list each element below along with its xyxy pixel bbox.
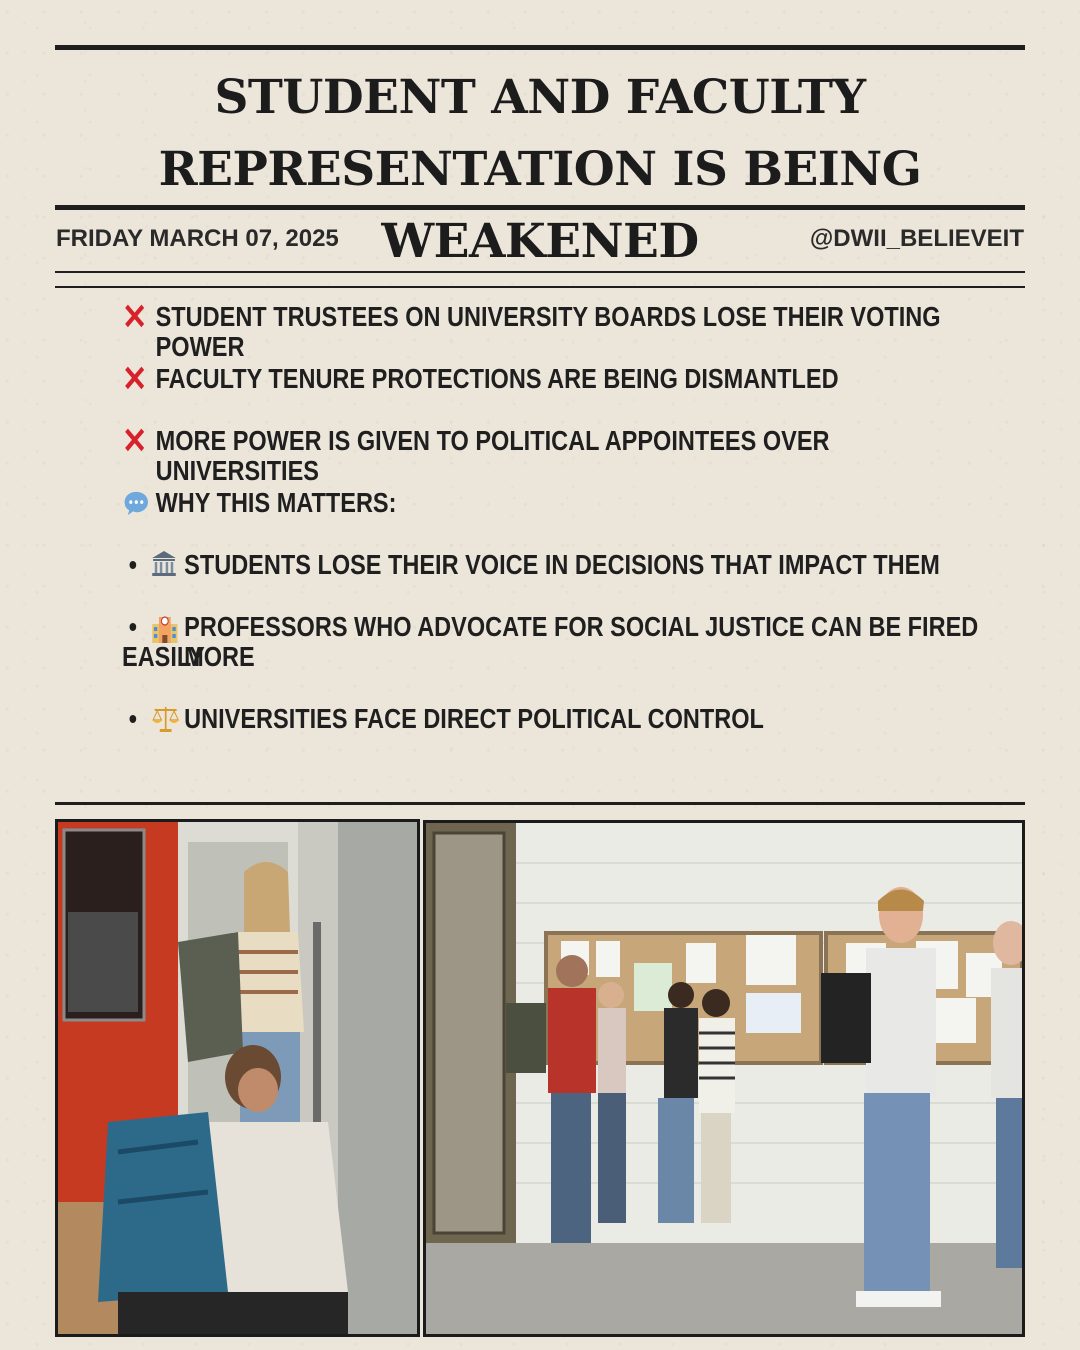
- photo-students-hallway: [423, 820, 1025, 1337]
- point-text: FACULTY TENURE PROTECTIONS ARE BEING DISMANTLED: [155, 363, 839, 394]
- top-rule: [55, 45, 1025, 50]
- point-1: [122, 296, 996, 362]
- cross-mark-icon: ✕: [122, 420, 148, 461]
- reason-3: [122, 704, 996, 740]
- bullet: •: [128, 611, 137, 642]
- cross-mark-icon: ✕: [122, 296, 148, 337]
- why-heading: [122, 488, 996, 522]
- balance-scale-icon: [151, 704, 185, 740]
- dateline: [56, 225, 1024, 253]
- author-handle: @DWII_BELIEVEIT: [809, 225, 1024, 252]
- photos-top-rule: [55, 802, 1025, 805]
- photo-students-train-door: [55, 819, 420, 1337]
- bullet: •: [128, 703, 137, 734]
- reason-text: UNIVERSITIES FACE DIRECT POLITICAL CONTROL: [184, 703, 764, 734]
- classical-building-icon: [151, 550, 185, 584]
- reason-text: STUDENTS LOSE THEIR VOICE IN DECISIONS THAT IMPACT THEM: [184, 549, 940, 580]
- dateline-rule-2: [55, 286, 1025, 288]
- cross-mark-icon: ✕: [122, 358, 148, 399]
- headline-bottom-rule: [55, 205, 1025, 210]
- publish-date: FRIDAY MARCH 07, 2025: [56, 225, 339, 252]
- reason-text-continued: EASILY: [122, 641, 205, 672]
- point-2: [122, 358, 996, 399]
- reason-1: [122, 550, 996, 584]
- reason-text: PROFESSORS WHO ADVOCATE FOR SOCIAL JUSTICE CAN BE FIRED MORE: [184, 611, 979, 672]
- bullet: •: [128, 549, 137, 580]
- point-text: MORE POWER IS GIVEN TO POLITICAL APPOINTEES OVER UNIVERSITIES: [155, 425, 830, 486]
- reason-2-continuation: [122, 642, 996, 672]
- speech-bubble-icon: [122, 488, 156, 522]
- headline-line-2: REPRESENTATION IS BEING WEAKENED: [158, 142, 922, 269]
- point-text: STUDENT TRUSTEES ON UNIVERSITY BOARDS LOSE THEIR VOTING POWER: [155, 301, 941, 362]
- why-heading-text: WHY THIS MATTERS:: [155, 487, 397, 518]
- point-3: [122, 420, 996, 486]
- headline-line-1: STUDENT AND FACULTY: [214, 70, 866, 125]
- dateline-rule-1: [55, 271, 1025, 273]
